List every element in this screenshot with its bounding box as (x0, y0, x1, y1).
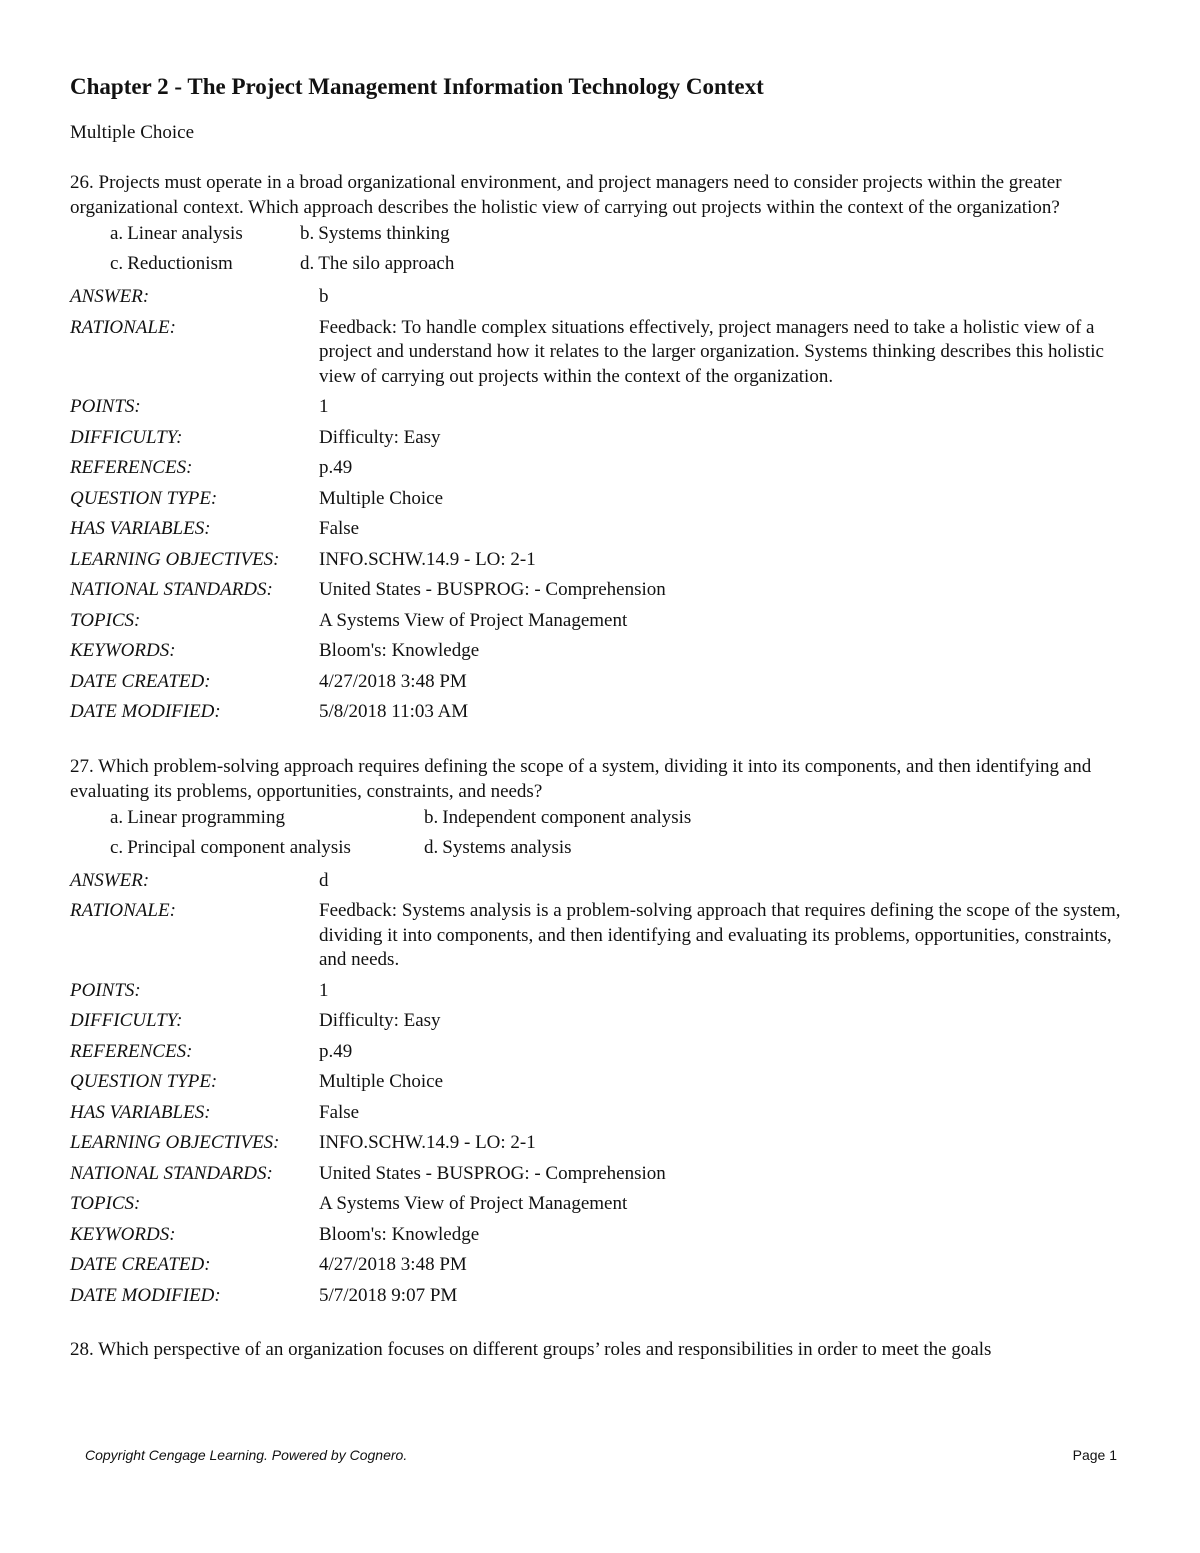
meta-value: Multiple Choice (319, 487, 444, 509)
meta-value: United States - BUSPROG: - Comprehension (319, 579, 666, 600)
meta-value: 5/7/2018 9:07 PM (319, 1284, 458, 1306)
meta-key: POINTS: (70, 396, 141, 417)
meta-value: b (319, 286, 329, 307)
meta-key: POINTS: (70, 979, 141, 1001)
option-text: Systems thinking (318, 223, 450, 244)
option-a (110, 222, 300, 246)
meta-value: 1 (319, 396, 329, 417)
meta-value: Difficulty: Easy (319, 1010, 441, 1031)
option-b (300, 222, 1132, 246)
meta-key: DIFFICULTY: (70, 426, 183, 448)
option-d (300, 252, 1132, 276)
meta-value: A Systems View of Project Management (319, 609, 628, 631)
question-metadata (70, 282, 1132, 728)
option-text: Linear programming (127, 806, 285, 828)
meta-value: 4/27/2018 3:48 PM (319, 670, 467, 692)
meta-key: HAS VARIABLES: (70, 518, 211, 539)
meta-value: Feedback: Systems analysis is a problem-solving approach that requires defining the scope of the system, dividing it into components, and then identifying and evaluating its problems, opportunities, constraints, and needs. (319, 900, 1121, 970)
meta-value: 1 (319, 979, 329, 1001)
meta-key: NATIONAL STANDARDS: (70, 579, 273, 600)
meta-value: False (319, 518, 360, 539)
meta-key: DATE MODIFIED: (70, 701, 221, 722)
question-26 (70, 170, 1132, 728)
meta-value: INFO.SCHW.14.9 - LO: 2-1 (319, 548, 536, 570)
meta-value: INFO.SCHW.14.9 - LO: 2-1 (319, 1132, 536, 1153)
meta-value: Bloom's: Knowledge (319, 1223, 480, 1245)
meta-value: 4/27/2018 3:48 PM (319, 1254, 467, 1275)
meta-value: d (319, 869, 329, 891)
page-footer (85, 1447, 1117, 1463)
option-letter: c. (110, 836, 124, 858)
meta-value: False (319, 1101, 360, 1123)
option-b (424, 806, 1132, 830)
meta-key: RATIONALE: (70, 900, 176, 921)
answer-options (70, 222, 1132, 276)
meta-key: ANSWER: (70, 286, 150, 307)
meta-key: QUESTION TYPE: (70, 1071, 218, 1092)
answer-options (70, 806, 1132, 860)
option-text: Independent component analysis (442, 806, 692, 828)
document-page (70, 70, 1132, 1362)
option-letter: a. (110, 223, 124, 244)
meta-key: TOPICS: (70, 1193, 141, 1214)
meta-value: A Systems View of Project Management (319, 1193, 628, 1214)
section-label: Multiple Choice (70, 122, 195, 143)
option-letter: a. (110, 806, 124, 828)
option-d (424, 836, 1132, 860)
question-metadata (70, 866, 1132, 1312)
meta-key: DATE MODIFIED: (70, 1284, 221, 1306)
meta-key: REFERENCES: (70, 457, 193, 478)
meta-key: RATIONALE: (70, 316, 176, 338)
option-text: Reductionism (127, 253, 233, 274)
meta-key: REFERENCES: (70, 1040, 193, 1062)
option-letter: d. (424, 836, 439, 858)
option-letter: d. (300, 253, 315, 274)
meta-key: NATIONAL STANDARDS: (70, 1162, 273, 1184)
option-text: Systems analysis (442, 836, 572, 858)
option-letter: b. (300, 223, 315, 244)
meta-key: KEYWORDS: (70, 1223, 176, 1245)
option-c (110, 252, 300, 276)
page-number: Page 1 (1072, 1447, 1117, 1463)
meta-key: HAS VARIABLES: (70, 1101, 211, 1123)
meta-key: LEARNING OBJECTIVES: (70, 548, 280, 570)
option-text: Linear analysis (127, 223, 243, 244)
question-stem: 26. Projects must operate in a broad organizational environment, and project managers need to consider projects within the greater organizational context. Which approach describes the holistic view of carrying out projects within the context of the organization? (70, 172, 1062, 218)
meta-value: Bloom's: Knowledge (319, 640, 480, 661)
question-stem: 27. Which problem-solving approach requires defining the scope of a system, dividing it into its components, and then identifying and evaluating its problems, opportunities, constraints, and needs? (70, 755, 1092, 802)
meta-key: QUESTION TYPE: (70, 487, 218, 509)
option-a (110, 806, 424, 830)
option-letter: c. (110, 253, 124, 274)
question-28-stem: 28. Which perspective of an organization focuses on different groups’ roles and responsibilities in order to meet the goals (70, 1339, 992, 1360)
meta-value: United States - BUSPROG: - Comprehension (319, 1162, 666, 1184)
meta-key: DATE CREATED: (70, 1254, 211, 1275)
meta-value: 5/8/2018 11:03 AM (319, 701, 469, 722)
option-c (110, 836, 424, 860)
option-text: Principal component analysis (127, 836, 351, 858)
meta-value: Difficulty: Easy (319, 426, 441, 448)
meta-value: p.49 (319, 1040, 353, 1062)
option-letter: b. (424, 806, 439, 828)
meta-key: DIFFICULTY: (70, 1010, 183, 1031)
meta-key: LEARNING OBJECTIVES: (70, 1132, 280, 1153)
option-text: The silo approach (318, 253, 455, 274)
meta-key: DATE CREATED: (70, 670, 211, 692)
meta-key: TOPICS: (70, 609, 141, 631)
meta-value: p.49 (319, 457, 353, 478)
meta-value: Feedback: To handle complex situations effectively, project managers need to take a holistic view of a project and understand how it relates to the larger organization. Systems thinking describes this holistic view of carrying out projects within the context of the organization. (319, 316, 1104, 387)
question-27 (70, 754, 1132, 1312)
meta-value: Multiple Choice (319, 1071, 444, 1092)
chapter-title: Chapter 2 - The Project Management Information Technology Context (70, 74, 764, 99)
meta-key: KEYWORDS: (70, 640, 176, 661)
copyright-text: Copyright Cengage Learning. Powered by Cognero. (85, 1447, 408, 1463)
meta-key: ANSWER: (70, 869, 150, 891)
